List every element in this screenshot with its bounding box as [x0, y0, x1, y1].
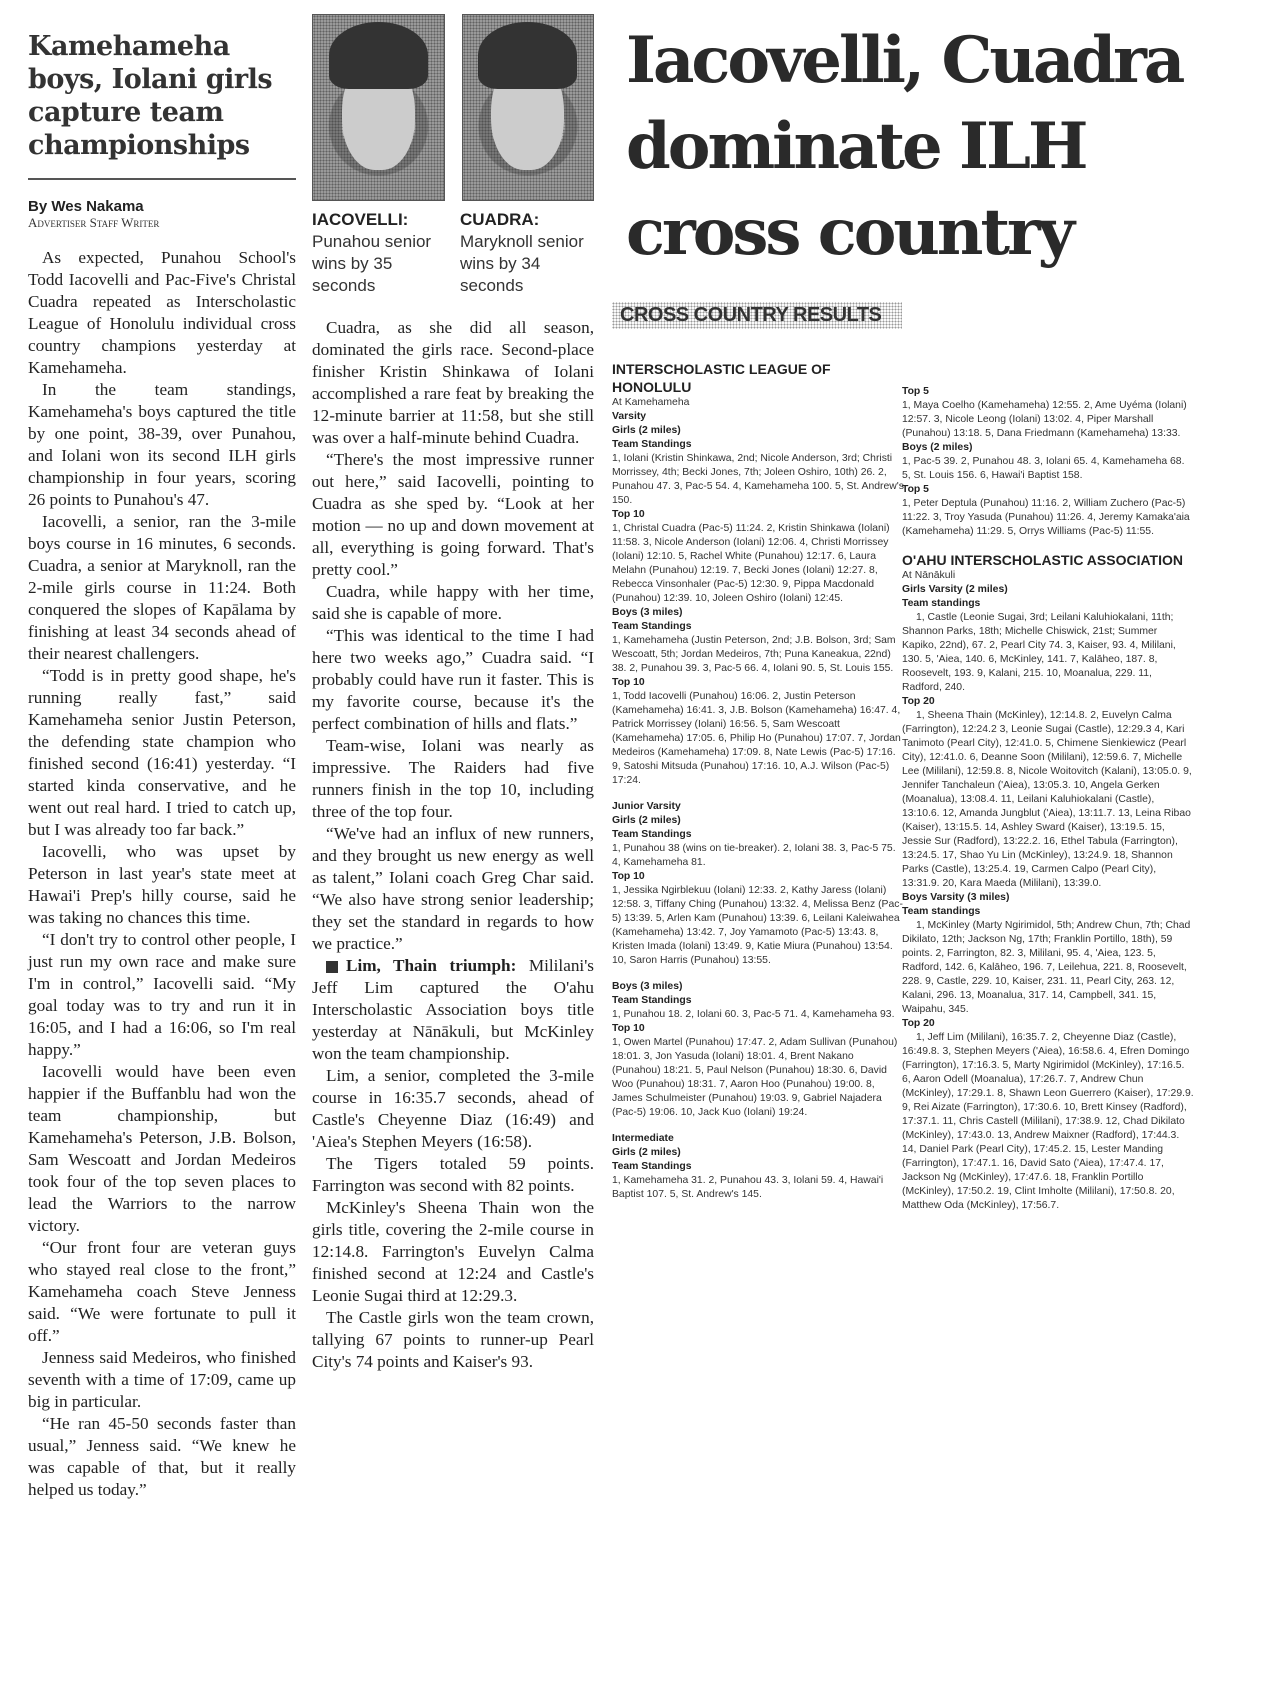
section-heading: Top 5	[902, 484, 929, 495]
byline: By Wes Nakama	[28, 198, 144, 215]
section-heading: Top 10	[612, 509, 645, 520]
paragraph: Cuadra, as she did all season, dominated the girls race. Second-place finisher Kristin Shinkawa of Iolani accomplished a rare feat by breaking the 12-minute barrier at 11:58, but she still was over a half-minute behind Cuadra.	[312, 318, 594, 447]
paragraph: Jenness said Medeiros, who finished seventh with a time of 17:09, came up big in particular.	[28, 1348, 296, 1411]
section-heading: Top 10	[612, 677, 645, 688]
middle-column	[312, 14, 594, 1373]
section-heading: Team standings	[902, 598, 981, 609]
race-heading: Girls (2 miles)	[612, 815, 681, 826]
cuadra-photo	[462, 14, 595, 201]
paragraph: Lim, a senior, completed the 3-mile course in 16:35.7 seconds, ahead of Castle's Cheyenne Diaz (16:49) and 'Aiea's Stephen Meyers (16:58).	[312, 1066, 594, 1151]
paragraph: “Todd is in pretty good shape, he's running really fast,” said Kamehameha senior Justin Peterson, the defending state champion who finished second (16:41) yesterday. “I started kinda conservative, and he went out real hard. I tried to catch up, but I was already too far back.”	[28, 666, 296, 839]
top-finishers: 1, Christal Cuadra (Pac-5) 11:24. 2, Kristin Shinkawa (Iolani) 11:58. 3, Nicole Anderson (Iolani) 12:06. 4, Christi Morrissey (Iolani) 12:10. 5, Rachel White (Punahou) 12:17. 6, Laura Melahn (Punahou) 12:19. 7, Becki Jones (Iolani) 12:27. 8, Rebecca Vinsonhaler (Pac-5) 12:30. 9, Pippa Macdonald (Punahou) 12:39. 10, Joleen Oshiro (Iolani) 12:45.	[612, 523, 890, 604]
iacovelli-caption	[312, 209, 443, 297]
results-column-2	[902, 385, 1194, 1213]
paragraph: “There's the most impressive runner out here,” said Iacovelli, pointing to Cuadra as she sped by. “Look at her motion — no up and down movement at all, everything is going forward. That's pretty cool.”	[312, 450, 594, 579]
left-body	[28, 247, 296, 1501]
race-heading: Boys (3 miles)	[612, 981, 683, 992]
race-heading: Boys (2 miles)	[902, 442, 973, 453]
subhead: Lim, Thain triumph:	[346, 956, 517, 975]
paragraph: Iacovelli, a senior, ran the 3-mile boys course in 16 minutes, 6 seconds. Cuadra, a senior at Maryknoll, ran the 2-mile girls course in 11:24. Both conquered the slopes of Kapālama by finishing at least 34 seconds ahead of their nearest challengers.	[28, 512, 296, 663]
section-heading: Top 10	[612, 871, 645, 882]
caption-name: CUADRA:	[460, 210, 540, 229]
section-heading: Top 5	[902, 386, 929, 397]
team-standings: 1, Punahou 38 (wins on tie-breaker). 2, Iolani 38. 3, Pac-5 75. 4, Kamehameha 81.	[612, 843, 896, 868]
team-standings: 1, Pac-5 39. 2, Punahou 48. 3, Iolani 65. 4, Kamehameha 68. 5, St. Louis 156. 6, Hawai'i Baptist 158.	[902, 456, 1185, 481]
top-finishers: 1, Peter Deptula (Punahou) 11:16. 2, William Zuchero (Pac-5) 11:22. 3, Troy Yasuda (Punahou) 11:26. 4, Jeremy Kamaka'aia (Kamehameha) 11:29. 5, Orrys Williams (Pac-5) 11:55.	[902, 498, 1190, 537]
team-standings: 1, Kamehameha (Justin Peterson, 2nd; J.B. Bolson, 3rd; Sam Wescoatt, 5th; Jordan Medeiros, 7th; Puna Kaneakua, 22nd) 38. 2, Punahou 39. 3, Pac-5 66. 4, Iolani 90. 5, St. Louis 155.	[612, 635, 896, 674]
top-finishers: 1, Todd Iacovelli (Punahou) 16:06. 2, Justin Peterson (Kamehameha) 16:41. 3, J.B. Bolson (Kamehameha) 16:47. 4, Patrick Morrissey (Iolani) 16:56. 5, Sam Wescoatt (Kamehameha) 17:05. 6, Philip Ho (Punahou) 17:07. 7, Jordan Medeiros (Kamehameha) 17:09. 8, Nate Lewis (Pac-5) 17:16. 9, Satoshi Mitsuda (Punahou) 17:16. 10, A.J. Wilson (Pac-5) 17:24.	[612, 691, 901, 786]
paragraph: “We've had an influx of new runners, and they brought us new energy as well as talent,” Iolani coach Greg Char said. “We also have strong senior leadership; they set the standard in regards to how we practice.”	[312, 824, 594, 953]
section-heading: Top 10	[612, 1023, 645, 1034]
paragraph: Iacovelli would have been even happier if the Buffanblu had won the team championship, but Kamehameha's Peterson, J.B. Bolson, Sam Wescoatt and Jordan Medeiros took four of the top seven places to lead the Warriors to the narrow victory.	[28, 1062, 296, 1235]
results-column-1	[612, 360, 904, 1202]
team-standings: 1, Kamehameha 31. 2, Punahou 43. 3, Iolani 59. 4, Hawai'i Baptist 107. 5, St. Andrew's 145.	[612, 1175, 884, 1200]
square-bullet-icon	[326, 961, 338, 973]
top-finishers: 1, Jessika Ngirblekuu (Iolani) 12:33. 2, Kathy Jaress (Iolani) 12:58. 3, Tiffany Ching (Punahou) 13:32. 4, Melissa Benz (Pac-5) 13:39. 5, Arlen Kam (Punahou) 13:39. 6, Leilani Kaleiwahea (Kamehameha) 13:42. 7, Joy Yamamoto (Pac-5) 13:43. 8, Kristen Imada (Iolani) 13:49. 9, Katie Miura (Punahou) 13:54. 10, Saron Harris (Punahou) 13:55.	[612, 885, 903, 966]
team-standings: 1, Castle (Leonie Sugai, 3rd; Leilani Kaluhiokalani, 11th; Shannon Parks, 18th; Michelle Chiswick, 21st; Summer Kapiko, 22nd), 67. 2, Pearl City 74. 3, Kaiser, 93. 4, Mililani, 130. 5, 'Aiea, 140. 6, McKinley, 141. 7, Kalāheo, 187. 8, Roosevelt, 193. 9, Kalani, 215. 10, Moanalua, 229. 11, Radford, 240.	[902, 612, 1176, 693]
section-heading: Team Standings	[612, 621, 692, 632]
subhead-paragraph	[312, 955, 594, 1065]
paragraph: Team-wise, Iolani was nearly as impressive. The Raiders had five runners finish in the top 10, including three of the top four.	[312, 736, 594, 821]
team-standings: 1, McKinley (Marty Ngirimidol, 5th; Andrew Chun, 7th; Chad Dikilato, 12th; Jackson Ng, 17th; Franklin Portillo, 18th), 59 points. 2, Farrington, 82. 3, Mililani, 95. 4, 'Aiea, 123. 5, Radford, 142. 6, Kalāheo, 196. 7, Leilehua, 221. 8, Roosevelt, 228. 9, Castle, 229. 10, Kaiser, 231. 11, Pearl City, 263. 12, Kalani, 296. 13, Moanalua, 317. 14, Campbell, 341. 15, Waipahu, 345.	[902, 920, 1191, 1015]
left-headline: Kamehameha boys, Iolani girls capture team championships	[28, 31, 273, 161]
section-heading: Team Standings	[612, 439, 692, 450]
race-heading: Girls (2 miles)	[612, 425, 681, 436]
team-standings: 1, Iolani (Kristin Shinkawa, 2nd; Nicole Anderson, 3rd; Christi Morrissey, 4th; Becki Jones, 7th; Joleen Oshiro, 10th) 26. 2, Punahou 47. 3, Pac-5 54. 4, Kamehameha 100. 5, St. Andrew's 150.	[612, 453, 904, 506]
section-heading: Top 20	[902, 1018, 935, 1029]
league-name: INTERSCHOLASTIC LEAGUE OF HONOLULU	[612, 361, 831, 395]
left-article	[28, 30, 296, 1501]
top-finishers: 1, Jeff Lim (Mililani), 16:35.7. 2, Cheyenne Diaz (Castle), 16:49.8. 3, Stephen Meyers ('Aiea), 16:58.6. 4, Efren Domingo (Farrington), 17:16.3. 5, Marty Ngirimidol (McKinley), 17:16.5. 6, Aaron Odell (Moanalua), 17:26.7. 7, Andrew Chun (McKinley), 17:29.1. 8, Shawn Leon Guerrero (Kaiser), 17:29.9. 9, Rei Aizate (Farrington), 17:30.6. 10, Brett Kinsey (Radford), 17:37.1. 11, Chris Castell (Mililani), 17:38.9. 12, Chad Dikilato (McKinley), 17:43.0. 13, Andrew Maixner (Radford), 17:44.3. 14, Daniel Park (Pearl City), 17:45.2. 15, Lester Manding (Farrington), 17:47.1. 16, David Sato ('Aiea), 17:47.4. 17, Jackson Ng (McKinley), 17:47.6. 18, Franklin Portillo (McKinley), 17:50.2. 19, Clint Imholte (Mililani), 17:50.8. 20, Matthew Oda (McKinley), 17:56.7.	[902, 1032, 1194, 1211]
headline-rule	[28, 178, 296, 180]
photo-row	[312, 14, 594, 201]
race-heading: Girls Varsity (2 miles)	[902, 584, 1008, 595]
top-finishers: 1, Sheena Thain (McKinley), 12:14.8. 2, Euvelyn Calma (Farrington), 12:24.2 3, Leonie Sugai (Castle), 12:29.3 4, Kari Tanimoto (Pearl City), 12:41.0. 5, Chimene Sienkiewicz (Pearl City), 12:41.0. 6, Deanne Soon (Mililani), 12:59.6. 7, Michelle Lee (Mililani), 12:59.8. 8, Nicole Woitovitch (Kalani), 13:05.0. 9, Jennifer Tanchaleun ('Aiea), 13:05.3. 10, Angela Gerken (Moanalua), 13:08.4. 11, Leilani Kaluhiokalani (Castle), 13:10.6. 12, Amanda Jungblut ('Aiea), 13:11.7. 13, Leina Ribao (Kaiser), 13:15.5. 14, Ashley Sward (Kaiser), 13:19.5. 15, Jessie Sur (Radford), 13:22.2. 16, Ethel Tabula (Farrington), 13:24.5. 17, Shao Yu Lin (McKinley), 13:24.9. 18, Shannon Parks (Castle), 13:25.4. 19, Carmen Calpo (Pearl City), 13:31.9. 20, Kara Maeda (Mililani), 13:39.0.	[902, 710, 1192, 889]
section-heading: Team Standings	[612, 1161, 692, 1172]
paragraph: Iacovelli, who was upset by Peterson in last year's state meet at Hawai'i Prep's hilly course, said he was taking no chances this time.	[28, 842, 296, 927]
cuadra-caption	[460, 209, 591, 297]
paragraph: In the team standings, Kamehameha's boys captured the title by one point, 38-39, over Punahou, and Iolani won its second ILH girls championship in four years, scoring 26 points to Punahou's 47.	[28, 380, 296, 509]
division-heading: Intermediate	[612, 1133, 674, 1144]
photo-captions	[312, 209, 594, 297]
section-heading: Team Standings	[612, 829, 692, 840]
paragraph: “He ran 45-50 seconds faster than usual,” Jenness said. “We knew he was capable of that, but it really helped us today.”	[28, 1414, 296, 1499]
caption-name: IACOVELLI:	[312, 210, 409, 229]
race-heading: Girls (2 miles)	[612, 1147, 681, 1158]
section-heading: Top 20	[902, 696, 935, 707]
paragraph: “This was identical to the time I had here two weeks ago,” Cuadra said. “I probably could have run it faster. This is my favorite course, because it's the perfect combination of hills and flats.”	[312, 626, 594, 733]
paragraph: “I don't try to control other people, I just run my own race and make sure I'm in control,” Iacovelli said. “My goal today was to try and run it in 16:05, and I had a 16:06, so I'm real happy.”	[28, 930, 296, 1059]
division-heading: Junior Varsity	[612, 801, 681, 812]
section-heading: Team standings	[902, 906, 981, 917]
team-standings: 1, Punahou 18. 2, Iolani 60. 3, Pac-5 71. 4, Kamehameha 93.	[612, 1009, 895, 1020]
caption-text: Punahou senior wins by 35 seconds	[312, 232, 432, 295]
results-banner-label: CROSS COUNTRY RESULTS	[620, 304, 882, 326]
main-headline: Iacovelli, Cuadra dominate ILH cross country	[626, 23, 1183, 270]
paragraph: “Our front four are veteran guys who stayed real close to the front,” Kamehameha coach Steve Jenness said. “We were fortunate to pull it off.”	[28, 1238, 296, 1345]
subhead-text: Mililani's Jeff Lim captured the O'ahu Interscholastic Association boys title yesterday at Nānākuli, but McKinley won the team championship.	[312, 956, 594, 1063]
venue: At Kamehameha	[612, 397, 690, 408]
paragraph: McKinley's Sheena Thain won the girls title, covering the 2-mile course in 12:14.8. Farrington's Euvelyn Calma finished second at 12:24 and Castle's Leonie Sugai third at 12:29.3.	[312, 1198, 594, 1305]
top-finishers: 1, Owen Martel (Punahou) 17:47. 2, Adam Sullivan (Punahou) 18:01. 3, Jon Yasuda (Iolani) 18:01. 4, Brent Nakano (Punahou) 18:21. 5, Paul Nelson (Punahou) 18:30. 6, David Woo (Punahou) 18:31. 7, Aaron Hoo (Punahou) 19:00. 8, James Schulmeister (Punahou) 19:03. 9, Gabriel Najadera (Pac-5) 19:06. 10, Jack Kuo (Iolani) 19:24.	[612, 1037, 898, 1118]
division-heading: Varsity	[612, 411, 647, 422]
league-name: O'AHU INTERSCHOLASTIC ASSOCIATION	[902, 552, 1183, 568]
paragraph: The Castle girls won the team crown, tallying 67 points to runner-up Pearl City's 74 points and Kaiser's 93.	[312, 1308, 594, 1371]
byline-title: Advertiser Staff Writer	[28, 215, 160, 230]
results-banner	[612, 302, 902, 329]
iacovelli-photo	[312, 14, 445, 201]
paragraph: As expected, Punahou School's Todd Iacovelli and Pac-Five's Christal Cuadra repeated as Interscholastic League of Honolulu individual cross country champions yesterday at Kamehameha.	[28, 248, 296, 377]
venue: At Nānākuli	[902, 570, 956, 581]
paragraph: The Tigers totaled 59 points. Farrington was second with 82 points.	[312, 1154, 594, 1195]
paragraph: Cuadra, while happy with her time, said she is capable of more.	[312, 582, 594, 623]
section-heading: Team Standings	[612, 995, 692, 1006]
top-finishers: 1, Maya Coelho (Kamehameha) 12:55. 2, Ame Uyéma (Iolani) 12:57. 3, Nicole Leong (Iolani) 13:02. 4, Piper Marshall (Punahou) 13:18. 5, Dana Friedmann (Kamehameha) 13:33.	[902, 400, 1187, 439]
caption-text: Maryknoll senior wins by 34 seconds	[460, 232, 584, 295]
race-heading: Boys (3 miles)	[612, 607, 683, 618]
middle-body	[312, 317, 594, 1373]
race-heading: Boys Varsity (3 miles)	[902, 892, 1010, 903]
